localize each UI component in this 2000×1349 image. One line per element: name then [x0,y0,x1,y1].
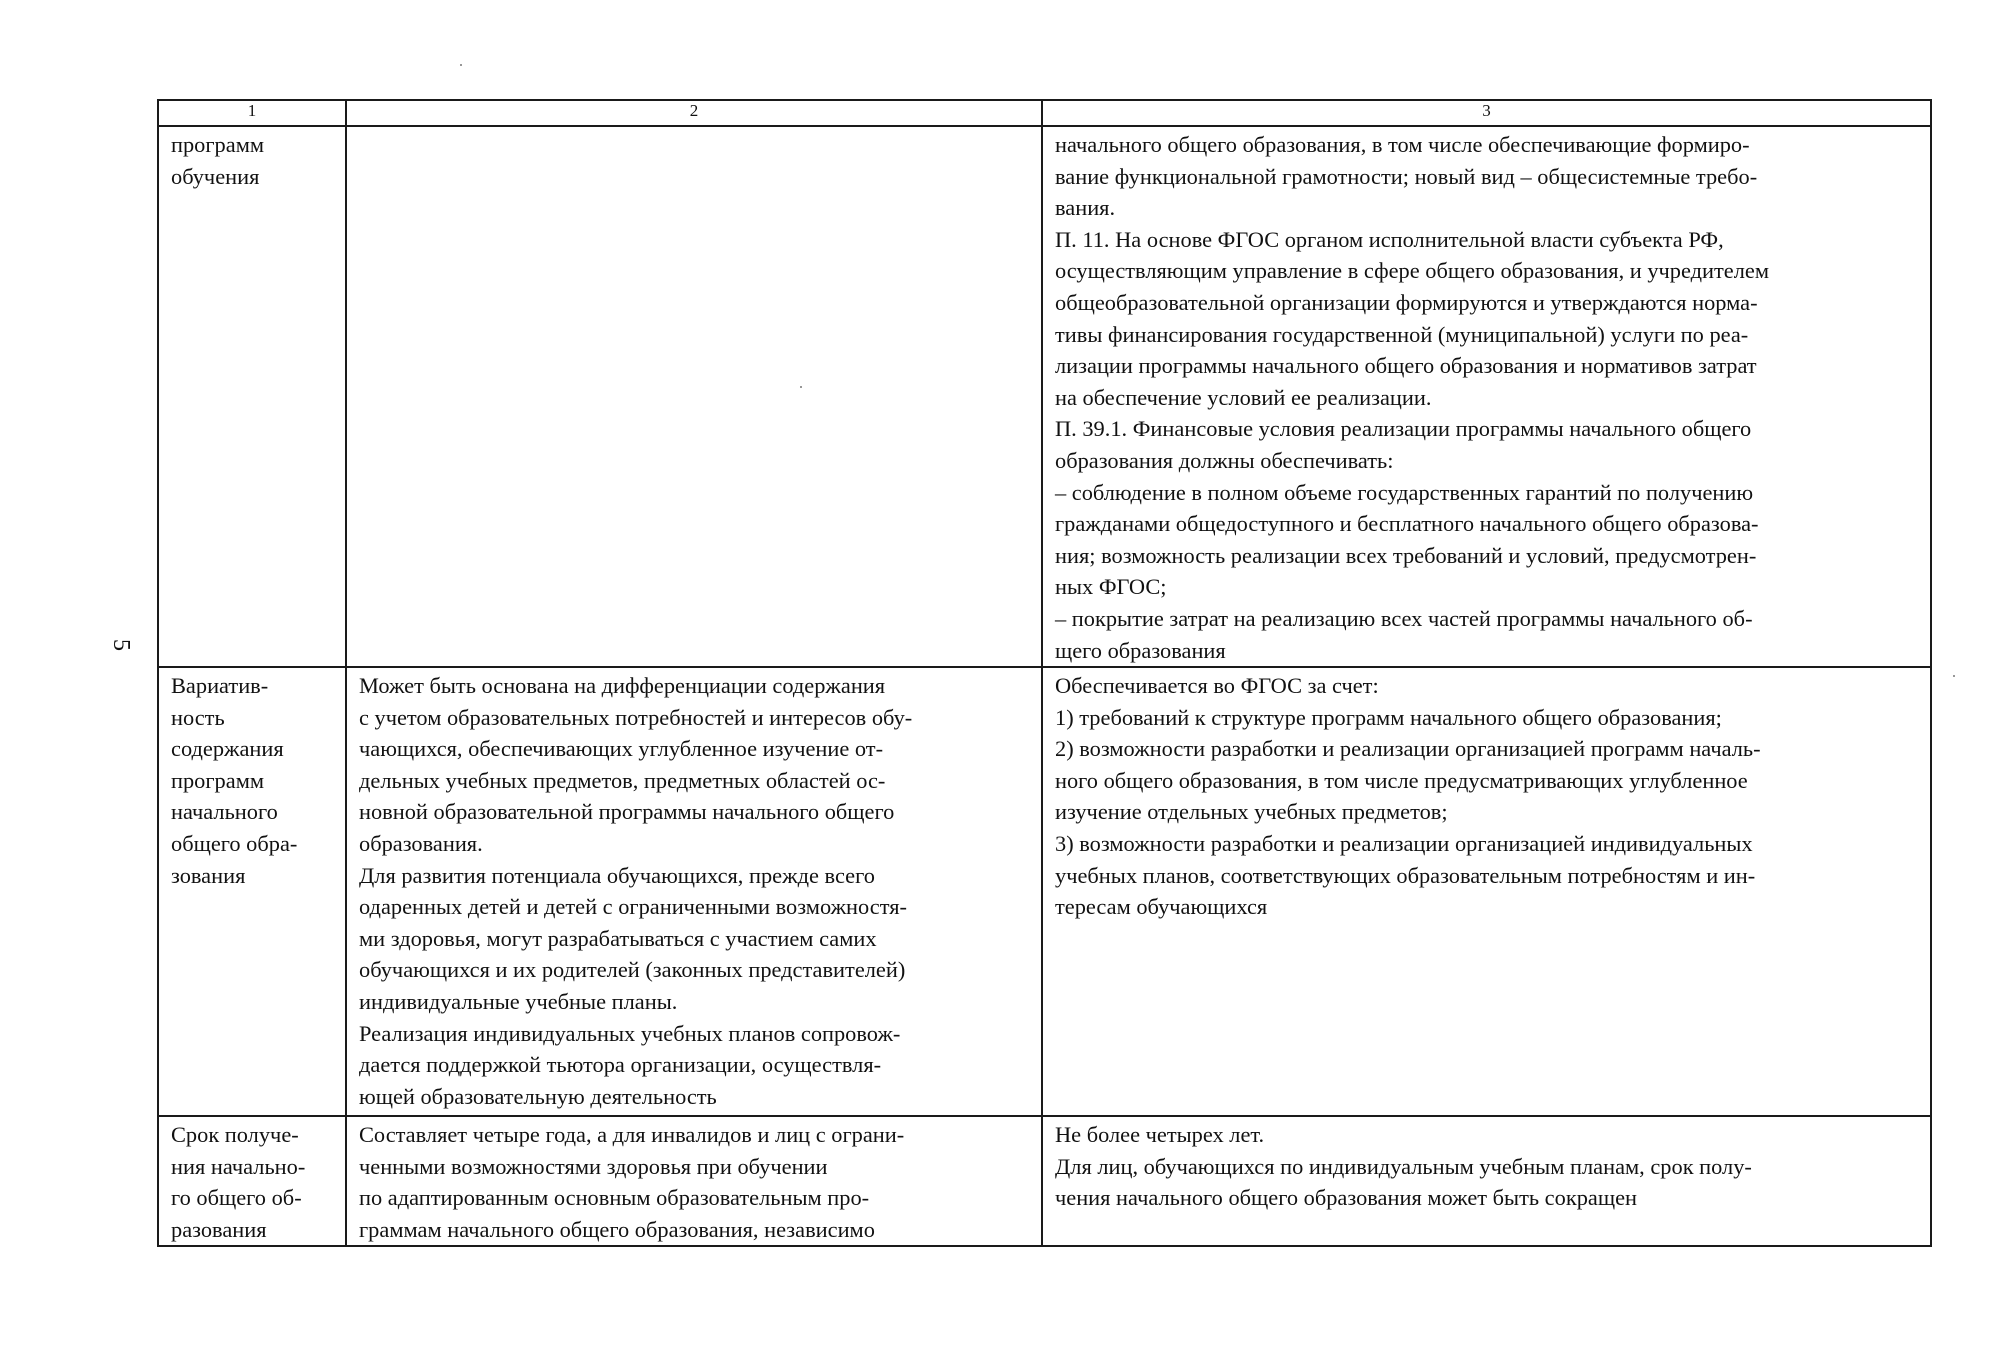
column-number-3: 3 [1042,100,1931,126]
text-line: учебных планов, соответствующих образовательным потребностям и ин- [1055,862,1756,888]
text-line: изучение отдельных учебных предметов; [1055,799,1448,825]
text-line: начального [171,799,278,825]
text-line: Вариатив- [171,673,269,699]
text-line: ми здоровья, могут разрабатываться с участием самих [359,925,877,951]
row-1-fgos-cell [1042,126,1931,667]
cell-lines [159,127,345,192]
text-line: Обеспечивается во ФГОС за счет: [1055,673,1379,699]
text-line: П. 11. На основе ФГОС органом исполнительной власти субъекта РФ, [1055,226,1724,252]
text-line: новной образовательной программы начального общего [359,799,895,825]
text-line: тивы финансирования государственной (муниципальной) услуги по реа- [1055,321,1749,347]
row-2-parameter-cell [158,667,346,1116]
text-line: чающихся, обеспечивающих углубленное изучение от- [359,736,884,762]
row-2-description-cell [346,667,1042,1116]
text-line: содержания [171,736,284,762]
scan-speck [1953,675,1955,677]
row-3-fgos-cell [1042,1116,1931,1246]
text-line: ния; возможность реализации всех требований и условий, предусмотрен- [1055,542,1757,568]
text-line: ченными возможностями здоровья при обучении [359,1153,828,1179]
cell-lines [159,1117,345,1245]
text-line: индивидуальные учебные планы. [359,989,678,1015]
text-line: на обеспечение условий ее реализации. [1055,384,1432,410]
text-line: ния начально- [171,1153,306,1179]
text-line: Срок получе- [171,1122,299,1148]
text-line: Для развития потенциала обучающихся, прежде всего [359,862,875,888]
column-number-2: 2 [346,100,1042,126]
column-number-1: 1 [158,100,346,126]
text-line: – соблюдение в полном объеме государственных гарантий по получению [1055,479,1754,505]
text-line: программ [171,767,265,793]
text-line: обучающихся и их родителей (законных представителей) [359,957,906,983]
text-line: обучения [171,163,260,189]
table-header-row [158,100,1931,126]
text-line: Может быть основана на дифференциации содержания [359,673,886,699]
row-3-parameter-cell [158,1116,346,1246]
text-line: разования [171,1216,267,1242]
cell-lines [1043,668,1930,923]
cell-lines [1043,127,1930,666]
row-3-description-cell [346,1116,1042,1246]
page-number: 5 [108,639,134,651]
text-line: ного общего образования, в том числе предусматривающих углубленное [1055,767,1748,793]
text-line: го общего об- [171,1185,302,1211]
text-line: дается поддержкой тьютора организации, осуществля- [359,1052,882,1078]
row-1-parameter-cell [158,126,346,667]
table-row [158,667,1931,1116]
cell-lines [1043,1117,1930,1214]
text-line: граммам начального общего образования, независимо [359,1216,875,1242]
content-table [157,99,1932,1247]
text-line: общеобразовательной организации формируются и утверждаются норма- [1055,289,1758,315]
row-2-fgos-cell [1042,667,1931,1116]
text-line: начального общего образования, в том числе обеспечивающие формиро- [1055,132,1750,157]
scan-speck [460,64,462,66]
text-line: тересам обучающихся [1055,894,1268,920]
text-line: ющей образовательную деятельность [359,1083,717,1109]
text-line: с учетом образовательных потребностей и интересов обу- [359,704,913,730]
text-line: общего обра- [171,831,298,857]
row-1-description-cell [346,126,1042,667]
text-line: осуществляющим управление в сфере общего образования, и учредителем [1055,258,1770,284]
text-line: Для лиц, обучающихся по индивидуальным учебным планам, срок полу- [1055,1153,1752,1179]
cell-lines [347,1117,1041,1245]
text-line: 1) требований к структуре программ начального общего образования; [1055,704,1722,730]
text-line: чения начального общего образования может быть сокращен [1055,1185,1637,1211]
text-line: Реализация индивидуальных учебных планов сопровож- [359,1020,901,1046]
cell-lines [159,668,345,891]
cell-lines [347,127,1041,129]
text-line: гражданами общедоступного и бесплатного начального общего образова- [1055,511,1759,537]
text-line: программ [171,132,265,157]
text-line: вания. [1055,195,1116,221]
text-line: 3) возможности разработки и реализации организацией индивидуальных [1055,831,1753,857]
text-line: лизации программы начального общего образования и нормативов затрат [1055,353,1757,379]
text-line: зования [171,862,246,888]
text-line: – покрытие затрат на реализацию всех частей программы начального об- [1055,605,1753,631]
table-row [158,126,1931,667]
text-line: ность [171,704,225,730]
table-row [158,1116,1931,1246]
text-line: дельных учебных предметов, предметных областей ос- [359,767,886,793]
text-line: щего образования [1055,637,1226,663]
text-line: 2) возможности разработки и реализации организацией программ началь- [1055,736,1761,762]
text-line: одаренных детей и детей с ограниченными возможностя- [359,894,907,920]
text-line: ных ФГОС; [1055,574,1167,600]
text-line: вание функциональной грамотности; новый вид – общесистемные требо- [1055,163,1758,189]
cell-lines [347,668,1041,1112]
text-line: образования должны обеспечивать: [1055,447,1394,473]
text-line: Не более четырех лет. [1055,1122,1265,1148]
text-line: по адаптированным основным образовательным про- [359,1185,870,1211]
text-line: Составляет четыре года, а для инвалидов и лиц с ограни- [359,1122,905,1148]
scan-speck [800,386,802,388]
text-line: П. 39.1. Финансовые условия реализации программы начального общего [1055,416,1752,442]
text-line: образования. [359,831,483,857]
